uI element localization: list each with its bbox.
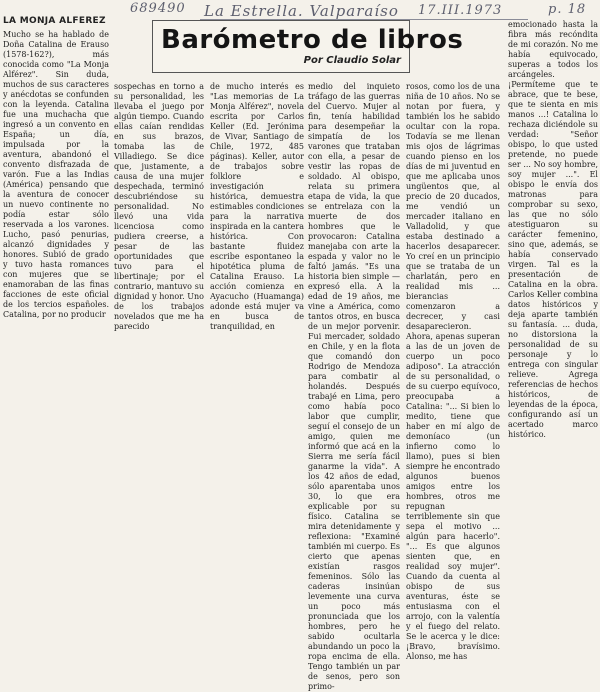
date-annotation: 17.III.1973 bbox=[418, 3, 503, 18]
column-title: Barómetro de libros bbox=[161, 25, 464, 55]
text-column-3: de mucho interés es "Las memorias de La Monja Alférez", novela escrita por Carlos Keller (Ed. Jerónima de Vivar, Santiago de Chile, 1972, 485 páginas). Keller, autor de trabajos sobre folklore e investigación histórica, demuestra estimables condiciones para la narrativa inspirada en la cantera histórica. Con bastante fluidez escribe espontaneo la hipotética pluma de Catalina Erauso. La acción comienza en Ayacucho (Huamanga) adonde está mujer va en busca de tranquilidad, en bbox=[210, 82, 305, 331]
clip-id-annotation: 689490 bbox=[130, 1, 186, 16]
page-annotation: p. 18 bbox=[548, 2, 587, 17]
text-column-6: emocionado hasta la fibra más recóndita de mi corazón. No me había equivocado, superas a todos los arcángeles. ¡Permíteme que te abrace, que te bese, que te sienta en mis manos ...! Catalina lo rechaza diciéndole su verdad: "Señor obispo, lo que usted pretende, no puede ser ... No soy hombre, soy mujer ...". El obispo le envía dos matronas para comprobar su sexo, las que no sólo atestiguaron su carácter femenino, sino que, además, se había conservado virgen. Tal es la presentación de Catalina en la obra. Carlos Keller combina datos históricos y deja aparte también su fantasía. ... duda, no distorsiona la personalidad de su personaje y lo entrega con singular relieve. Agrega referencias de hechos históricos, de leyendas de la época, configurando así un acertado marco histórico. bbox=[508, 20, 598, 439]
source-annotation: La Estrella. Valparaíso bbox=[204, 2, 399, 20]
text-column-2: sospechas en torno a su personalidad, les llevaba el juego por algún tiempo. Cuando ellas caían rendidas en sus brazos, tomaba las de Villadiego. Se dice que, justamente, a causa de una mujer despechada, terminó descubriéndose su personalidad. No llevó una vida licenciosa como pudiera creerse, a pesar de las oportunidades que tuvo para el libertinaje; por el contrario, mantuvo su dignidad y honor. Uno de los trabajos novelados que me ha parecido bbox=[114, 82, 204, 331]
column-header bbox=[152, 20, 464, 73]
text-column-5: rosos, como los de una niña de 10 años. No se notan por fuera, y también los he sabido ocultar con la ropa. Todavía se me llenan mis ojos de lágrimas cuando pienso en los días de mi juventud en que me aplicaba unos ungüentos que, al precio de 20 ducados, me vendió un mercader italiano en Valladolid, y que estaba destinado a hacerlos desaparecer. Yo creí en un principio que se trataba de un charlatán, pero en realidad mis ... bierancias comenzaron a decrecer, y casi desaparecieron. Ahora, apenas superan a las de un joven de cuerpo un poco adiposo". La atracción de su personalidad, o de su cuerpo equívoco, preocupaba a Catalina: "... Si bien lo medito, tiene que haber en mí algo de demoníaco (un infierno como lo llamo), pues si bien siempre he encontrado algunos buenos amigos entre los hombres, otros me repugnan terriblemente sin que sepa el motivo ... algún para hacerlo". "... Es que algunos sienten que, en realidad soy mujer". Cuando da cuenta al obispo de sus aventuras, éste se entusiasma con el arrojo, con la valentía y el fuego del relato. Se le acerca y le dice: ¡Bravo, bravísimo. Alonso, me has bbox=[406, 82, 500, 661]
text-column-1: Mucho se ha hablado de Doña Catalina de Erauso (1578-162?), más conocida como "La Monja Alférez". Sin duda, muchos de sus caracteres y anécdotas se confunden con la leyenda. Catalina fue una muchacha que ingresó a un convento en España; un día, impulsada por la aventura, abandonó el convento disfrazada de varón. Fue a las Indias (América) pensando que la aventura de conocer un nuevo continente no podía estar sólo reservada a los varones. Lucho, pasó penurias, alcanzó dignidades y honores. Subió de grado y tuvo hasta romances con mujeres que se enamoraban de las finas facciones de este oficial de los tercios españoles. Catalina, por no producir bbox=[3, 30, 109, 319]
section-title: LA MONJA ALFEREZ bbox=[3, 16, 106, 26]
byline: Por Claudio Solar bbox=[303, 55, 401, 66]
text-column-4: medio del inquieto tráfago de las guerras del Cuervo. Mujer al fin, tenía habilidad para desempeñar la simpatía de los varones que trataban con ella, a pesar de vestir las ropas de soldado. Al obispo, relata su primera etapa de vida, la que se entrelaza con la muerte de dos hombres que le provocaron: Catalina manejaba con arte la espada y valor no le faltó jamás. "Es una historia bien simple —expresó ella. A la edad de 19 años, me vine a América, como tantos otros, en busca de un mejor porvenir. Fui mercader, soldado en Chile, y en la flota que comandó don Rodrigo de Mendoza para combatir al holandés. Después trabajé en Lima, pero como había poco labor que cumplir, seguí el consejo de un amigo, quien me informó que acá en la Sierra me sería fácil ganarme la vida". A los 42 años de edad, sólo aparentaba unos 30, lo que era explicable por su físico. Catalina se mira detenidamente y reflexiona: "Examiné también mi cuerpo. Es cierto que apenas existían rasgos femeninos. Sólo las caderas insinúan levemente una curva un poco más pronunciada que los hombres, pero he sabido ocultarla abundando un poco la ropa encima de ella. Tengo también un par de senos, pero son primo- bbox=[308, 82, 400, 691]
